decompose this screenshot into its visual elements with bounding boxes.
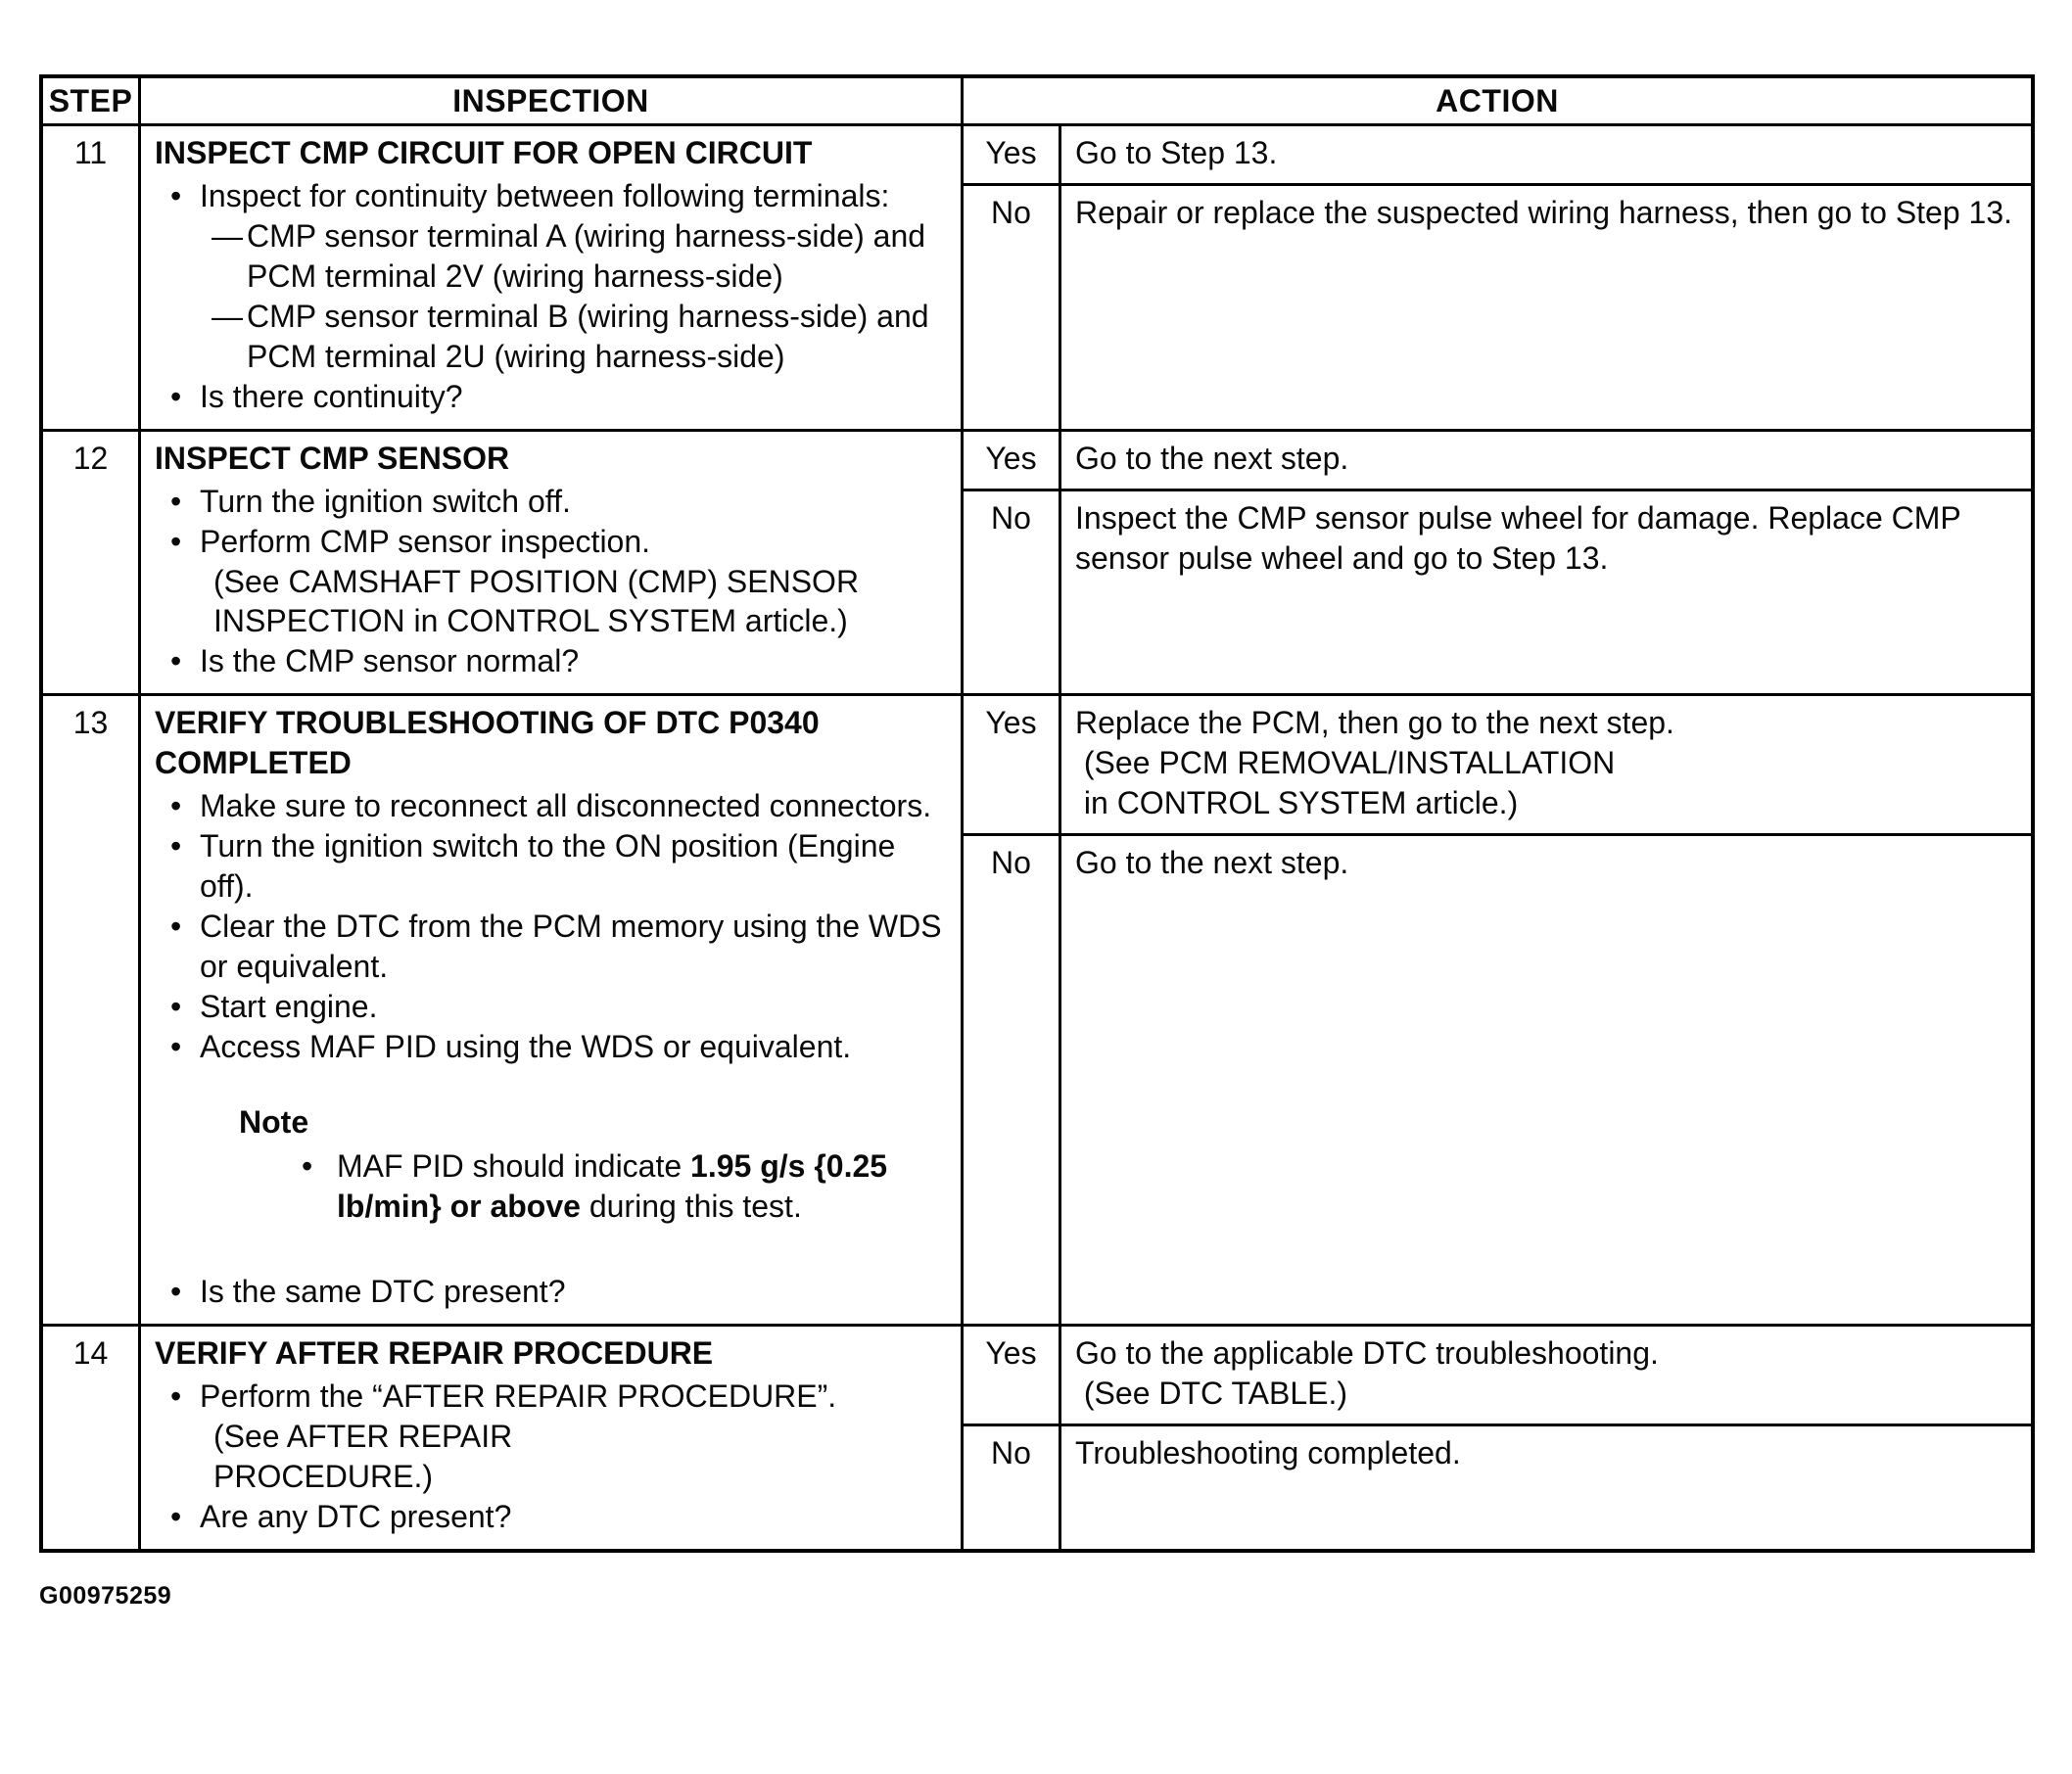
inspection-title: INSPECT CMP SENSOR [155, 440, 510, 476]
yes-label-cell: Yes [964, 1327, 1061, 1426]
table-step-row [43, 693, 2031, 1323]
no-label-cell: No [964, 186, 1061, 429]
table-body [43, 123, 2031, 1549]
inspection-title: INSPECT CMP CIRCUIT FOR OPEN CIRCUIT [155, 135, 813, 170]
item-text: CMP sensor terminal B (wiring harness-side) and PCM terminal 2U (wiring harness-side) [247, 298, 929, 374]
item-text: Is the CMP sensor normal? [200, 643, 580, 679]
item-text: Access MAF PID using the WDS or equivalent. [200, 1029, 852, 1065]
inspection-bullet-item [155, 1497, 947, 1537]
item-text: Turn the ignition switch off. [200, 483, 571, 519]
table-step-row [43, 1324, 2031, 1549]
continuation-line: (See CAMSHAFT POSITION (CMP) SENSOR [213, 563, 860, 599]
step-number-cell: 11 [43, 126, 141, 429]
continuation-line: INSPECTION in CONTROL SYSTEM article.) [213, 603, 848, 639]
inspection-bullet-item [155, 482, 947, 522]
inspection-bullet-item [155, 377, 947, 417]
action-text-line: Repair or replace the suspected wiring harness, then go to Step 13. [1075, 194, 2013, 230]
no-label-cell: No [964, 836, 1061, 1324]
inspection-cell [141, 696, 964, 1323]
inspection-bullet-item [155, 1027, 947, 1067]
note-heading: Note [239, 1103, 309, 1140]
inspection-cell [141, 432, 964, 694]
inspection-continuation [155, 562, 947, 642]
text-segment: during this test. [580, 1188, 802, 1224]
bullet-marker: • [170, 1273, 182, 1309]
item-text: Clear the DTC from the PCM memory using the WDS or equivalent. [200, 909, 942, 985]
no-label-cell: No [964, 1426, 1061, 1549]
continuation-line: PROCEDURE.) [213, 1458, 434, 1494]
bullet-marker: • [170, 1377, 182, 1414]
inspection-cell [141, 1327, 964, 1549]
bullet-marker: • [170, 1498, 182, 1534]
step-number-cell: 12 [43, 432, 141, 694]
action-text-line: in CONTROL SYSTEM article.) [1075, 785, 1519, 821]
inspection-bullet-item [155, 1272, 947, 1312]
figure-code: G00975259 [39, 1581, 172, 1610]
item-text: Is there continuity? [200, 378, 463, 414]
action-text-line: Go to Step 13. [1075, 135, 1278, 170]
bullet-marker: • [302, 1147, 313, 1184]
item-text: Turn the ignition switch to the ON position (Engine off). [200, 828, 896, 905]
item-text: Perform CMP sensor inspection. [200, 523, 651, 559]
text-segment: MAF PID should indicate [337, 1147, 691, 1184]
yes-action-cell [1061, 126, 2031, 186]
inspection-continuation [155, 1417, 947, 1497]
inspection-bullet-item [155, 641, 947, 681]
item-text: Are any DTC present? [200, 1498, 512, 1534]
no-action-cell [1061, 1426, 2031, 1549]
bullet-marker: • [170, 1029, 182, 1065]
yes-action-cell [1061, 696, 2031, 836]
item-text: Make sure to reconnect all disconnected connectors. [200, 788, 932, 824]
bullet-marker: • [170, 643, 182, 679]
inspection-bullet-item [155, 907, 947, 987]
yes-action-cell [1061, 432, 2031, 491]
item-text: CMP sensor terminal A (wiring harness-side) and PCM terminal 2V (wiring harness-side) [247, 217, 926, 294]
item-text: Inspect for continuity between following terminals: [200, 177, 890, 213]
action-text-line: (See DTC TABLE.) [1075, 1375, 1347, 1411]
inspection-dash-item [155, 297, 947, 377]
table-step-row [43, 123, 2031, 429]
action-text-line: (See PCM REMOVAL/INSTALLATION [1075, 745, 1616, 781]
item-text: Perform the “AFTER REPAIR PROCEDURE”. [200, 1377, 837, 1414]
step-number-cell: 14 [43, 1327, 141, 1549]
inspection-bullet-item [155, 522, 947, 562]
header-inspection: INSPECTION [141, 78, 964, 123]
bullet-marker: • [170, 483, 182, 519]
bullet-marker: • [170, 828, 182, 864]
text-segment: 1.95 g/s {0.25 lb/min} or above [337, 1147, 888, 1224]
table-step-row [43, 429, 2031, 694]
inspection-cell [141, 126, 964, 429]
no-action-cell [1061, 836, 2031, 1324]
table-header-row [43, 78, 2031, 123]
item-text [337, 1146, 947, 1227]
bullet-marker: • [170, 989, 182, 1025]
document-page [39, 74, 2035, 1611]
inspection-bullet-item [155, 176, 947, 216]
bullet-marker: • [170, 523, 182, 559]
inspection-dash-item [155, 216, 947, 297]
no-action-cell [1061, 491, 2031, 694]
note-bullet-item [155, 1146, 947, 1227]
bullet-marker: • [170, 177, 182, 213]
header-step: STEP [43, 78, 141, 123]
action-text-line: Inspect the CMP sensor pulse wheel for damage. Replace CMP sensor pulse wheel and go to Step 13. [1075, 499, 1970, 576]
bullet-marker: • [170, 909, 182, 945]
bullet-marker: • [170, 788, 182, 824]
action-text-line: Go to the next step. [1075, 440, 1349, 476]
step-number-cell: 13 [43, 696, 141, 1323]
inspection-bullet-item [155, 1377, 947, 1417]
action-text-line: Troubleshooting completed. [1075, 1434, 1461, 1471]
yes-action-cell [1061, 1327, 2031, 1426]
inspection-bullet-item [155, 826, 947, 907]
action-text-line: Replace the PCM, then go to the next step. [1075, 705, 1674, 741]
inspection-bullet-item [155, 786, 947, 826]
yes-label-cell: Yes [964, 696, 1061, 836]
inspection-title: VERIFY AFTER REPAIR PROCEDURE [155, 1334, 714, 1371]
continuation-line: (See AFTER REPAIR [213, 1418, 513, 1454]
yes-label-cell: Yes [964, 432, 1061, 491]
action-text-line: Go to the next step. [1075, 845, 1349, 881]
bullet-marker: • [170, 378, 182, 414]
dash-marker: — [212, 217, 243, 254]
inspection-title: VERIFY TROUBLESHOOTING OF DTC P0340 COMPLETED [155, 705, 820, 781]
dash-marker: — [212, 298, 243, 334]
yes-label-cell: Yes [964, 126, 1061, 186]
no-action-cell [1061, 186, 2031, 429]
header-action: ACTION [1436, 82, 1559, 118]
item-text: Is the same DTC present? [200, 1273, 566, 1309]
action-text-line: Go to the applicable DTC troubleshooting. [1075, 1334, 1659, 1371]
item-text: Start engine. [200, 989, 378, 1025]
no-label-cell: No [964, 491, 1061, 694]
inspection-bullet-item [155, 987, 947, 1027]
troubleshooting-table [39, 74, 2035, 1553]
